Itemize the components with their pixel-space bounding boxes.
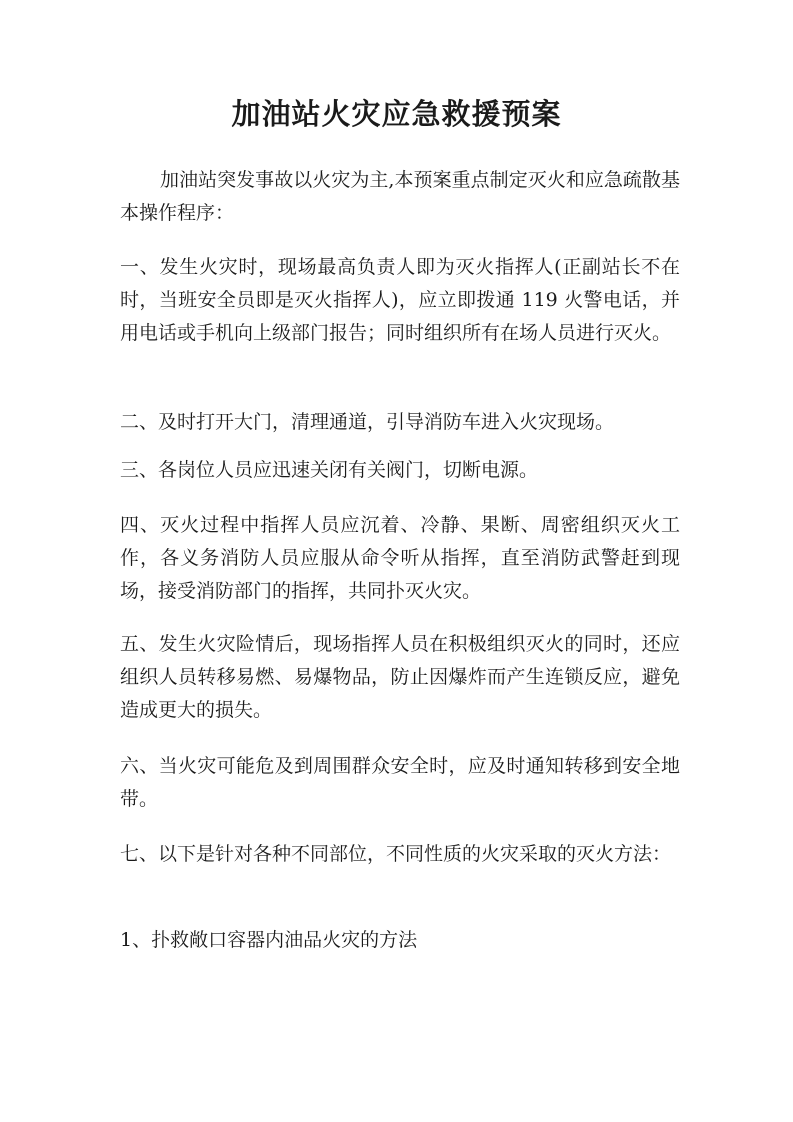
item-7: 七、以下是针对各种不同部位，不同性质的火灾采取的灭火方法： (120, 843, 672, 865)
item-6: 六、当火灾可能危及到周围群众安全时，应及时通知转移到安全地带。 (120, 755, 680, 810)
sub-item-1: 1、扑救敞口容器内油品火灾的方法 (120, 929, 418, 951)
item-1: 一、发生火灾时，现场最高负责人即为灭火指挥人(正副站长不在时，当班安全员即是灭火指挥人)，应立即拨通 119 火警电话，并用电话或手机向上级部门报告；同时组织所有在场人员进行灭火。 (120, 256, 680, 344)
item-5: 五、发生火灾险情后，现场指挥人员在积极组织灭火的同时，还应组织人员转移易燃、易爆物品，防止因爆炸而产生连锁反应，避免造成更大的损失。 (120, 633, 680, 721)
intro-paragraph: 加油站突发事故以火灾为主,本预案重点制定灭火和应急疏散基本操作程序： (120, 169, 680, 224)
document-title: 加油站火灾应急救援预案 (231, 97, 562, 131)
item-2: 二、及时打开大门，清理通道，引导消防车进入火灾现场。 (120, 411, 615, 433)
item-4: 四、灭火过程中指挥人员应沉着、冷静、果断、周密组织灭火工作，各义务消防人员应服从命令听从指挥，直至消防武警赶到现场，接受消防部门的指挥，共同扑灭火灾。 (120, 514, 680, 602)
item-3: 三、各岗位人员应迅速关闭有关阀门，切断电源。 (120, 459, 539, 481)
